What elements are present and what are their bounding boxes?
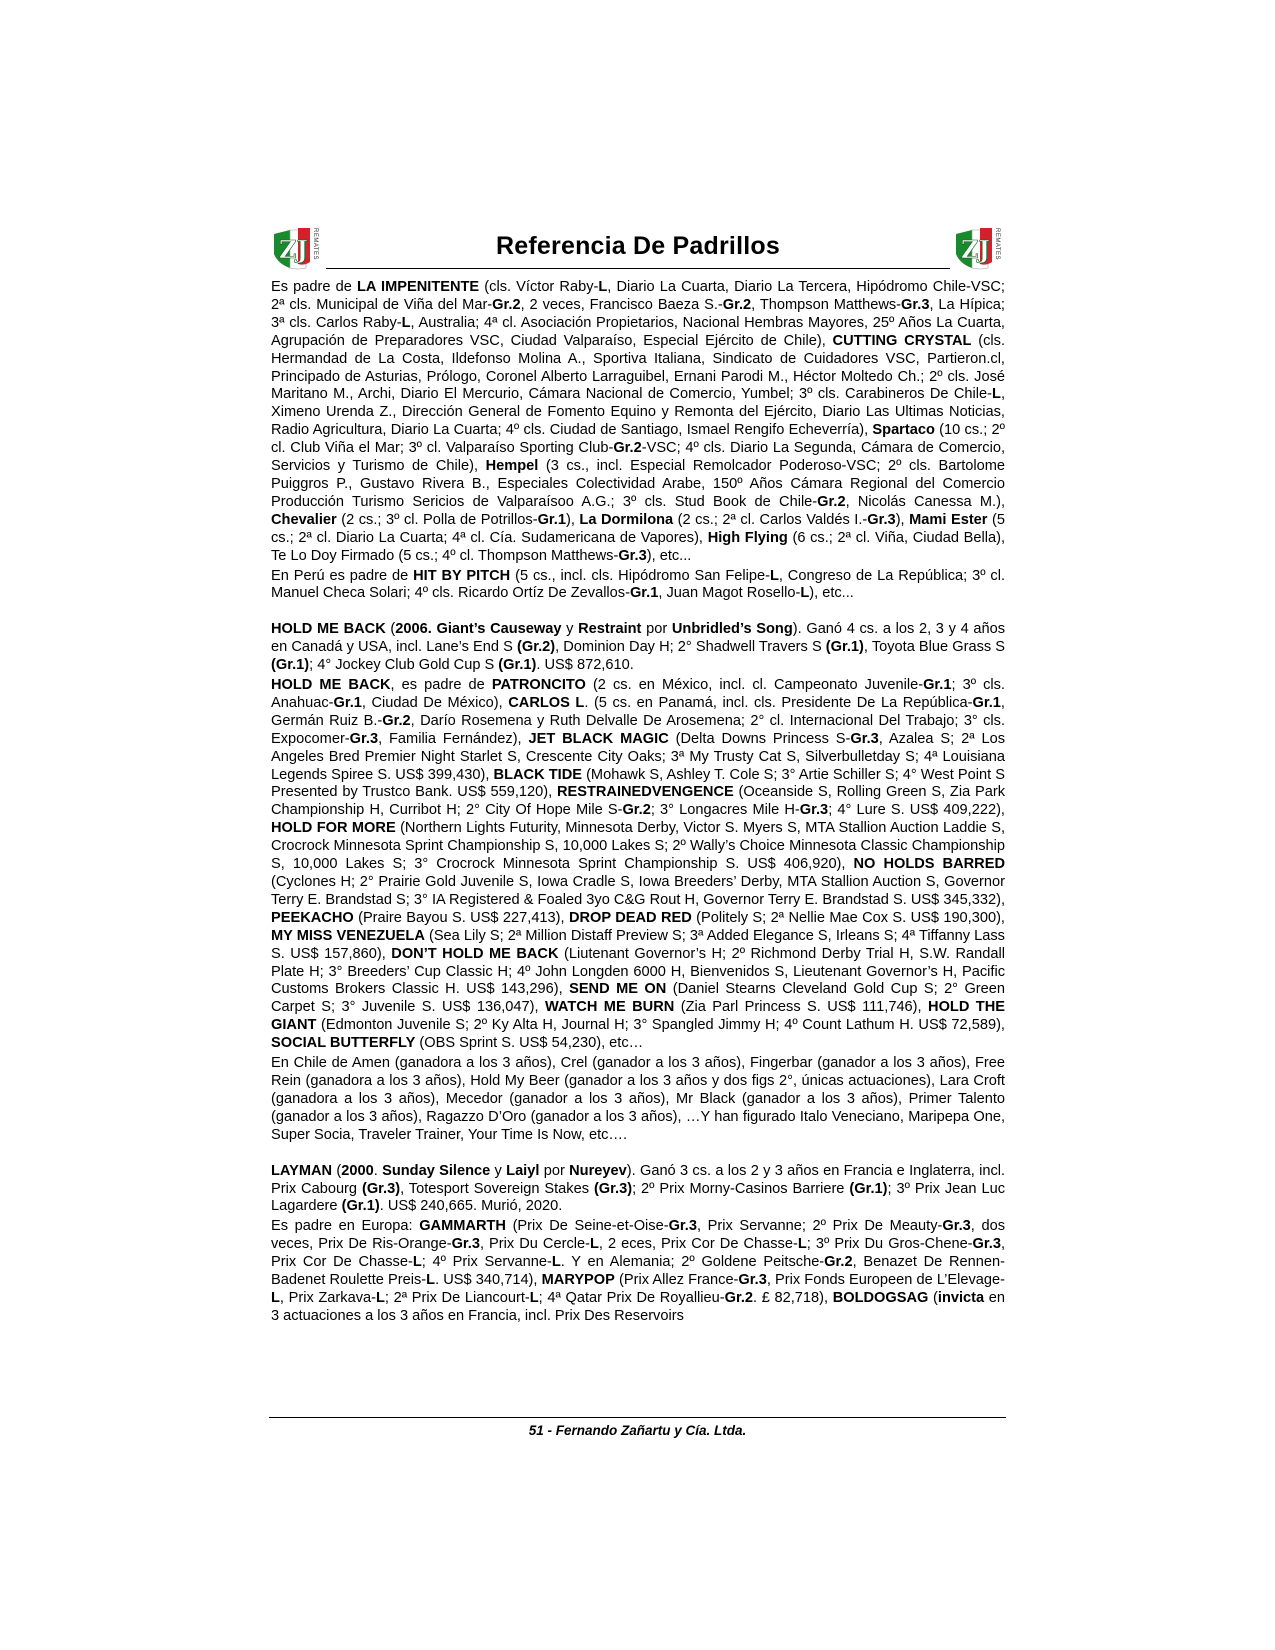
bold-text-run: Gr.1 bbox=[923, 677, 952, 694]
text-run: ( bbox=[928, 1289, 938, 1306]
bold-text-run: L bbox=[800, 585, 810, 602]
text-run: (Oceanside S, Rolling Green S, Zia Park Championship H, Curribot H; 2° City Of Hope Mile S- bbox=[271, 784, 1006, 819]
logo-letters: ZJ bbox=[279, 235, 308, 264]
text-run: (5 cs., incl. cls. Hipódromo San Felipe- bbox=[510, 567, 770, 584]
text-run: por bbox=[641, 621, 672, 638]
text-run: , Thompson Matthews- bbox=[751, 296, 902, 313]
text-run: ; 4º Prix Servanne- bbox=[421, 1254, 552, 1271]
bold-text-run: Gr.3 bbox=[942, 1218, 971, 1235]
text-run: . US$ 240,665. Murió, 2020. bbox=[379, 1198, 563, 1215]
bold-text-run: (Gr.3) bbox=[361, 1180, 401, 1197]
bold-text-run: (Gr.1) bbox=[825, 639, 864, 656]
bold-text-run: L bbox=[992, 386, 1001, 403]
bold-text-run: Chevalier bbox=[271, 511, 337, 528]
bold-text-run: BLACK TIDE bbox=[493, 766, 582, 783]
bold-text-run: Restraint bbox=[578, 621, 642, 638]
text-run: (3 cs., incl. Especial Remolcador Poderoso-VSC; 2º cls. Bartolome Puiggros P., Gustavo Rivera B., Especiales Colectividad Arabe, 150º Años Cámara Regional del Comercio Producción Turismo Sericios de Valparaísoo A.G.; 3º cls. Stud Book de Chile- bbox=[271, 458, 1005, 510]
text-run: , dos veces, Prix De Ris-Orange- bbox=[271, 1218, 1006, 1253]
bold-text-run: Spartaco bbox=[872, 422, 935, 439]
stallion-paragraph bbox=[271, 568, 1005, 604]
bold-text-run: Gr.3 bbox=[618, 547, 647, 564]
bold-text-run: Gr.3 bbox=[901, 296, 930, 313]
bold-text-run: Sunday Silence bbox=[382, 1162, 491, 1179]
text-run: , 2 veces, Francisco Baeza S.- bbox=[520, 296, 723, 313]
bold-text-run: L bbox=[551, 1254, 561, 1271]
bold-text-run: (Gr.1) bbox=[498, 657, 537, 674]
bold-text-run: 2006. Giant’s Causeway bbox=[395, 621, 562, 638]
bold-text-run: CUTTING CRYSTAL bbox=[832, 332, 972, 349]
bold-text-run: L bbox=[598, 279, 608, 295]
text-run: (OBS Sprint S. US$ 54,230), etc… bbox=[415, 1035, 644, 1052]
text-run: (2 cs.; 3º cl. Polla de Potrillos- bbox=[336, 511, 538, 528]
bold-text-run: Hempel bbox=[485, 458, 539, 475]
text-run: , Prix Zarkava- bbox=[279, 1289, 376, 1306]
text-run: (Delta Downs Princess S- bbox=[668, 730, 851, 747]
text-run: , Ciudad De México), bbox=[361, 694, 509, 711]
text-run: . £ 82,718), bbox=[753, 1289, 833, 1306]
bold-text-run: Mami Ester bbox=[909, 511, 988, 528]
stallion-reference-text bbox=[271, 279, 1005, 1328]
stallion-paragraph bbox=[271, 677, 1005, 1053]
bold-text-run: CARLOS L bbox=[508, 694, 585, 711]
text-run: . US$ 872,610. bbox=[536, 657, 634, 674]
text-run: ; 3º Prix Jean Luc Lagardere bbox=[271, 1180, 1005, 1215]
bold-text-run: Gr.2 bbox=[622, 802, 651, 819]
text-run: , Totesport Sovereign Stakes bbox=[400, 1180, 594, 1197]
bold-text-run: BOLDOGSAG bbox=[832, 1289, 929, 1306]
text-run: . US$ 340,714), bbox=[435, 1272, 542, 1289]
text-run: por bbox=[539, 1162, 570, 1179]
bold-text-run: LAYMAN bbox=[271, 1162, 333, 1179]
bold-text-run: DON’T HOLD ME BACK bbox=[391, 945, 559, 962]
text-run: (Cyclones H; 2° Prairie Gold Juvenile S, Iowa Cradle S, Iowa Breeders’ Derby, MTA Stallion Auction S, Governor Terry E. Brandstad S; 3° IA Registered & Foaled 3yo C&G Rout H, Governor Terry E. Brandstad S. US$ 345,332), bbox=[271, 874, 1005, 908]
zj-remates-logo bbox=[270, 224, 324, 274]
bold-text-run: La Dormilona bbox=[579, 511, 674, 528]
bold-text-run: LA IMPENITENTE bbox=[357, 279, 480, 295]
text-run: , Familia Fernández), bbox=[378, 730, 529, 747]
bold-text-run: Gr.2 bbox=[724, 1289, 754, 1306]
text-run: (Prix Allez France- bbox=[614, 1272, 739, 1289]
stallion-paragraph bbox=[271, 1055, 1005, 1145]
bold-text-run: MARYPOP bbox=[541, 1272, 615, 1289]
text-run: ). Ganó 3 cs. a los 2 y 3 años en Francia e Inglaterra, incl. Prix Cabourg bbox=[271, 1162, 1006, 1197]
page-footer: 51 - Fernando Zañartu y Cía. Ltda. bbox=[528, 1423, 747, 1438]
text-run: ; 4° Jockey Club Gold Cup S bbox=[309, 657, 499, 674]
text-run: , Azalea S; 2ª Los Angeles Bred Premier Night Starlet S, Crescente City Oaks; 3ª My Trusty Cat S, Silverbulletday S; 4ª Louisiana Legends Spiree S. US$ 399,430), bbox=[271, 730, 1006, 783]
bold-text-run: Gr.1 bbox=[537, 511, 566, 528]
bold-text-run: L bbox=[271, 1289, 280, 1306]
text-run: ), bbox=[565, 511, 580, 528]
bold-text-run: Gr.2 bbox=[824, 1254, 853, 1271]
text-run: Es padre de bbox=[271, 279, 357, 295]
page-header bbox=[270, 224, 1006, 276]
bold-text-run: Gr.1 bbox=[972, 694, 1001, 711]
bold-text-run: Gr.2 bbox=[382, 712, 411, 729]
bold-text-run: (Gr.1) bbox=[341, 1198, 380, 1215]
bold-text-run: HOLD ME BACK bbox=[271, 677, 391, 694]
text-run: , Prix Du Cercle- bbox=[479, 1236, 590, 1253]
text-run: , Diario La Cuarta, Diario La Tercera, Hipódromo Chile-VSC; 2ª cls. Municipal de Viña del Mar- bbox=[271, 279, 1005, 313]
bold-text-run: GAMMARTH bbox=[419, 1218, 506, 1235]
bold-text-run: Laiyl bbox=[506, 1162, 540, 1179]
text-run: (Edmonton Juvenile S; 2º Ky Alta H, Journal H; 3° Spangled Jimmy H; 4º Count Lathum H. US$ 72,589), bbox=[316, 1017, 1005, 1034]
text-run: en 3 actuaciones a los 3 años en Francia, incl. Prix Des Reservoirs bbox=[271, 1289, 1006, 1324]
bold-text-run: Gr.1 bbox=[333, 694, 362, 711]
bold-text-run: High Flying bbox=[707, 529, 788, 546]
text-run: ), etc... bbox=[809, 585, 854, 602]
text-run: ; 3° Longacres Mile H- bbox=[650, 802, 800, 819]
bold-text-run: RESTRAINEDVENGENCE bbox=[556, 784, 734, 801]
bold-text-run: Gr.1 bbox=[629, 585, 659, 602]
text-run: ; 4ª Qatar Prix De Royallieu- bbox=[538, 1289, 725, 1306]
stallion-paragraph bbox=[271, 1163, 1005, 1217]
text-run: . bbox=[373, 1162, 383, 1179]
text-run: , Darío Rosemena y Ruth Delvalle De Arosemena; 2° cl. Internacional Del Trabajo; 3° cls. Expocomer- bbox=[271, 712, 1006, 747]
bold-text-run: SOCIAL BUTTERFLY bbox=[271, 1035, 416, 1052]
bold-text-run: L bbox=[797, 1236, 807, 1253]
text-run: En Chile de Amen (ganadora a los 3 años), Crel (ganador a los 3 años), Fingerbar (ganador a los 3 años), Free Rein (ganadora a los 3 años), Hold My Beer (ganador a los 3 años y dos figs 2°, únicas actuaciones), Lara Croft (ganadora a los 3 años), Mecedor (ganador a los 3 años), Mr Black (ganador a los 3 años), Primer Talento (ganador a los 3 años), Ragazzo D’Oro (ganador a los 3 años), …Y han figurado Italo Veneciano, Maripepa One, Super Socia, Traveler Trainer, Your Time Is Now, etc…. bbox=[271, 1055, 1005, 1143]
bold-text-run: L bbox=[529, 1289, 539, 1306]
text-run: (2 cs. en México, incl. cl. Campeonato Juvenile- bbox=[585, 677, 924, 694]
text-run: , Toyota Blue Grass S bbox=[863, 639, 1006, 656]
bold-text-run: Gr.3 bbox=[867, 511, 896, 528]
text-run: ; 2º Prix Morny-Casinos Barriere bbox=[632, 1180, 850, 1197]
text-run: (Zia Parl Princess S. US$ 111,746), bbox=[674, 999, 929, 1016]
text-run: (Praire Bayou S. US$ 227,413), bbox=[353, 909, 569, 926]
bold-text-run: PEEKACHO bbox=[271, 909, 354, 926]
text-run: ; 2ª Prix De Liancourt- bbox=[384, 1289, 530, 1306]
text-run: (Liutenant Governor’s H; 2º Richmond Derby Trial H, S.W. Randall Plate H; 3° Breeders’ Cup Classic H; 4º John Longden 6000 H, Bienvenidos S, Lieutenant Governor’s H, Pacific Customs Brokers Classic H. US$ 143,296), bbox=[271, 945, 1005, 998]
text-run: ; 3º Prix Du Gros-Chene- bbox=[806, 1236, 973, 1253]
text-run: , Nicolás Canessa M.), bbox=[845, 493, 1005, 510]
text-run: (2 cs.; 2ª cl. Carlos Valdés I.- bbox=[673, 511, 868, 528]
footer-divider bbox=[269, 1417, 1006, 1418]
bold-text-run: HIT BY PITCH bbox=[413, 567, 511, 584]
text-run: (cls. Víctor Raby- bbox=[479, 279, 599, 295]
bold-text-run: HOLD THE GIANT bbox=[271, 999, 1005, 1034]
text-run: (Politely S; 2ª Nellie Mae Cox S. US$ 190,300), bbox=[691, 909, 1005, 926]
text-run: ; 4° Lure S. US$ 409,222), bbox=[828, 802, 1005, 819]
text-run: , La Hípica; 3ª cls. Carlos Raby- bbox=[271, 296, 1005, 331]
text-run: ), bbox=[895, 511, 910, 528]
text-run: -VSC; 4º cls. Diario La Segunda, Cámara de Comercio, Servicios y Turismo de Chile), bbox=[271, 440, 1006, 475]
bold-text-run: Nureyev bbox=[569, 1162, 627, 1179]
bold-text-run: L bbox=[401, 314, 411, 331]
bold-text-run: (Gr.1) bbox=[849, 1180, 888, 1197]
text-run: ( bbox=[332, 1162, 342, 1179]
bold-text-run: L bbox=[589, 1236, 599, 1253]
text-run: , Congreso de La República; 3º cl. Manuel Checa Solari; 4º cls. Ricardo Ortíz De Zevallos- bbox=[271, 567, 1006, 602]
bold-text-run: (Gr.1) bbox=[271, 657, 310, 674]
bold-text-run: Gr.3 bbox=[850, 730, 879, 747]
text-run: , Australia; 4ª cl. Asociación Propietarios, Nacional Hembras Mayores, 25º Años La Cuarta, Agrupación de Preparadores VSC, Ciudad Valparaíso, Especial Ejército de Chile), bbox=[271, 314, 1005, 349]
text-run: . (5 cs. en Panamá, incl. cls. Presidente De La República- bbox=[584, 694, 973, 711]
text-run: (Daniel Stearns Cleveland Gold Cup S; 2° Green Carpet S; 3° Juvenile S. US$ 136,047), bbox=[271, 981, 1006, 1016]
bold-text-run: L bbox=[412, 1254, 422, 1271]
text-run: (10 cs.; 2º cl. Club Viña el Mar; 3º cl. Valparaíso Sporting Club- bbox=[271, 422, 1005, 457]
bold-text-run: Gr.2 bbox=[613, 440, 642, 457]
text-run: , 2 eces, Prix Cor De Chasse- bbox=[598, 1236, 798, 1253]
text-run: ), etc... bbox=[646, 547, 692, 564]
text-run: (Mohawk S, Ashley T. Cole S; 3° Artie Schiller S; 4° West Point S Presented by Trustco Bank. US$ 559,120), bbox=[271, 766, 1005, 801]
text-run: (cls. Hermandad de La Costa, Ildefonso Molina A., Sportiva Italiana, Sindicato de Cuidadores VSC, Partieron.cl, Principado de Asturias, Prólogo, Coronel Alberto Larraguibel, Ernani Parodi M., Héctor Moltedo Ch.; 2º cls. José Maritano M., Archi, Diario El Mercurio, Cámara Nacional de Comercio, Yumbel; 3º cls. Carabineros De Chile- bbox=[271, 332, 1005, 403]
bold-text-run: Gr.2 bbox=[722, 296, 752, 313]
bold-text-run: Gr.3 bbox=[738, 1272, 767, 1289]
bold-text-run: (Gr.3) bbox=[593, 1180, 633, 1197]
bold-text-run: Gr.3 bbox=[972, 1236, 1001, 1253]
text-run: (Sea Lily S; 2ª Million Distaff Preview S; 3ª Added Elegance S, Irleans S; 4ª Tiffanny Lass S. US$ 157,860), bbox=[271, 927, 1005, 962]
text-run: , Juan Magot Rosello- bbox=[658, 585, 801, 602]
text-run: , Benazet De Rennen-Badenet Roulette Preis- bbox=[271, 1254, 1005, 1289]
bold-text-run: L bbox=[375, 1289, 385, 1306]
text-run: (Prix De Seine-et-Oise- bbox=[505, 1218, 669, 1235]
bold-text-run: MY MISS VENEZUELA bbox=[271, 927, 425, 944]
bold-text-run: Gr.2 bbox=[492, 296, 521, 313]
text-run: (6 cs.; 2ª cl. Viña, Ciudad Bella), Te Lo Doy Firmado (5 cs.; 4º cl. Thompson Matthews- bbox=[271, 529, 1006, 564]
bold-text-run: DROP DEAD RED bbox=[568, 909, 692, 926]
text-run: (5 cs.; 2ª cl. Diario La Cuarta; 4ª cl. Cía. Sudamericana de Vapores), bbox=[271, 511, 1005, 546]
bold-text-run: SEND ME ON bbox=[569, 981, 667, 998]
text-run: , Prix Servanne; 2º Prix De Meauty- bbox=[696, 1218, 943, 1235]
stallion-paragraph bbox=[271, 1218, 1005, 1325]
text-run: Es padre en Europa: bbox=[271, 1218, 420, 1235]
text-run: . Y en Alemania; 2º Goldene Peitsche- bbox=[560, 1254, 825, 1271]
bold-text-run: 2000 bbox=[341, 1162, 374, 1179]
bold-text-run: NO HOLDS BARRED bbox=[853, 856, 1005, 873]
text-run: (Northern Lights Futurity, Minnesota Derby, Victor S. Myers S, MTA Stallion Auction Laddie S, Crocrock Minnesota Sprint Championship S, 10,000 Lakes S; 2º Wally’s Choice Minnesota Classic Championship S, 10,000 Lakes S; 3° Crocrock Minnesota Sprint Championship S. US$ 406,920), bbox=[271, 820, 1005, 873]
text-run: y bbox=[561, 621, 579, 638]
bold-text-run: Gr.3 bbox=[668, 1218, 697, 1235]
bold-text-run: L bbox=[426, 1272, 436, 1289]
logo-side-text: REMATES bbox=[994, 228, 1000, 261]
page-title: Referencia De Padrillos bbox=[496, 232, 780, 260]
bold-text-run: Unbridled’s Song bbox=[671, 621, 793, 638]
bold-text-run: Gr.2 bbox=[817, 493, 846, 510]
text-run: ). Ganó 4 cs. a los 2, 3 y 4 años en Canadá y USA, incl. Lane’s End S bbox=[271, 621, 1006, 656]
text-run: ( bbox=[385, 621, 396, 638]
bold-text-run: WATCH ME BURN bbox=[544, 999, 675, 1016]
bold-text-run: HOLD FOR MORE bbox=[271, 820, 396, 837]
bold-text-run: JET BLACK MAGIC bbox=[528, 730, 669, 747]
logo-letters: ZJ bbox=[961, 235, 990, 264]
text-run: , es padre de bbox=[390, 677, 492, 694]
logo-side-text: REMATES bbox=[312, 228, 318, 261]
bold-text-run: L bbox=[769, 567, 779, 584]
text-run: y bbox=[490, 1162, 507, 1179]
bold-text-run: (Gr.2) bbox=[516, 639, 556, 656]
text-run: , Prix Fonds Europeen de L’Elevage- bbox=[766, 1272, 1005, 1289]
text-run: , Ximeno Urenda Z., Dirección General de Fomento Equino y Remonta del Ejército, Diario Las Ultimas Noticias, Radio Agricultura, Diario La Cuarta; 4º cls. Ciudad de Santiago, Ismael Rengifo Echeverría), bbox=[271, 386, 1005, 439]
bold-text-run: Gr.3 bbox=[451, 1236, 480, 1253]
bold-text-run: invicta bbox=[937, 1289, 985, 1306]
text-run: ; 3º cls. Anahuac- bbox=[271, 677, 1005, 711]
text-run: , Prix Cor De Chasse- bbox=[271, 1236, 1006, 1271]
text-run: En Perú es padre de bbox=[271, 567, 414, 584]
zj-remates-logo bbox=[952, 224, 1006, 274]
text-run: , Germán Ruiz B.- bbox=[271, 694, 1005, 729]
bold-text-run: Gr.3 bbox=[349, 730, 379, 747]
title-underline bbox=[326, 268, 950, 269]
bold-text-run: HOLD ME BACK bbox=[271, 621, 386, 638]
stallion-paragraph bbox=[271, 279, 1005, 566]
bold-text-run: Gr.3 bbox=[799, 802, 829, 819]
bold-text-run: PATRONCITO bbox=[491, 677, 586, 694]
stallion-paragraph bbox=[271, 621, 1005, 675]
text-run: , Dominion Day H; 2° Shadwell Travers S bbox=[555, 639, 826, 656]
